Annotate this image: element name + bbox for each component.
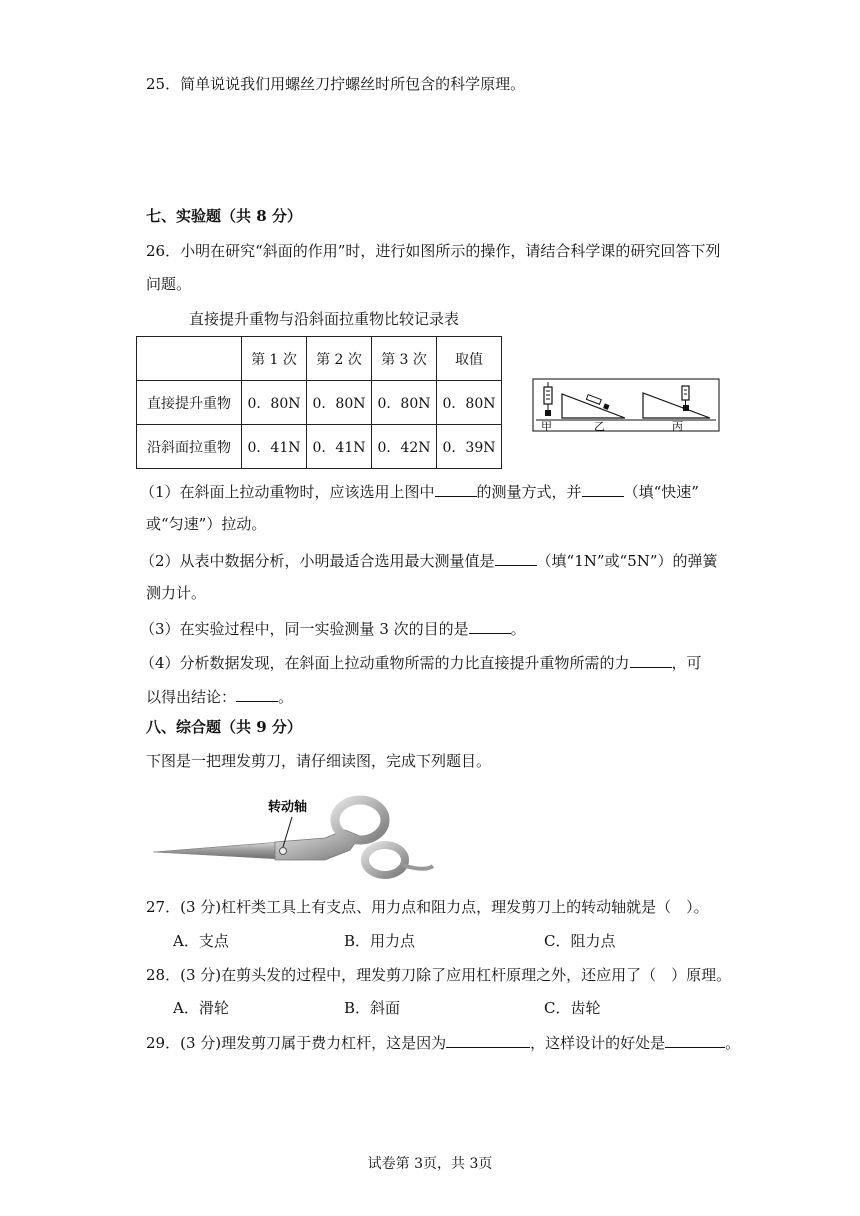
q28-option-c[interactable]: C．齿轮 — [544, 999, 601, 1017]
page-footer: 试卷第 3页，共 3页 — [367, 1156, 493, 1172]
answer-blank[interactable] — [236, 686, 278, 702]
incline-figure — [532, 378, 720, 432]
answer-blank[interactable] — [630, 652, 672, 668]
q28-option-b[interactable]: B．斜面 — [344, 999, 401, 1017]
table-cell: 0．80N — [242, 381, 307, 425]
sub2-text-b: （填“1N”或“5N”）的弹簧 — [536, 552, 718, 570]
incline-c — [643, 393, 710, 418]
sub4-line2-text-b: 。 — [278, 688, 294, 706]
question-29 — [146, 1032, 740, 1053]
sub2-text-a: （2）从表中数据分析，小明最适合选用最大测量值是 — [140, 552, 495, 570]
question-28: 28．(3 分)在剪头发的过程中，理发剪刀除了应用杠杆原理之外，还应用了（ ）原理。 — [146, 966, 732, 984]
label-c: 丙 — [672, 420, 683, 432]
table-header-row — [137, 337, 502, 381]
table-cell: 沿斜面拉重物 — [137, 425, 242, 469]
answer-blank[interactable] — [582, 481, 624, 497]
figure-frame — [533, 379, 719, 431]
table-cell: 第 2 次 — [307, 337, 372, 381]
sub-question-4-line2 — [146, 686, 293, 707]
table-cell: 0．80N — [307, 381, 372, 425]
q29-text-a: 29．(3 分)理发剪刀属于费力杠杆，这是因为 — [146, 1034, 447, 1052]
table-row — [137, 381, 502, 425]
sub3-text-b: 。 — [510, 620, 526, 638]
record-table — [136, 336, 502, 469]
pivot-label: 转动轴 — [268, 800, 308, 815]
sub4-text-a: （4）分析数据发现，在斜面上拉动重物所需的力比直接提升重物所需的力 — [140, 654, 630, 672]
question-26-line2: 问题。 — [146, 275, 192, 293]
pivot-axis — [280, 848, 287, 855]
answer-blank[interactable] — [495, 550, 537, 566]
section-8-intro: 下图是一把理发剪刀，请仔细读图，完成下列题目。 — [146, 752, 492, 770]
table-cell: 直接提升重物 — [137, 381, 242, 425]
table-cell: 第 3 次 — [372, 337, 437, 381]
answer-blank[interactable] — [446, 1032, 530, 1048]
q28-option-a[interactable]: A．滑轮 — [173, 999, 229, 1017]
table-cell: 0．42N — [372, 425, 437, 469]
direct-lift-setup — [544, 382, 552, 416]
sub1-text-a: （1）在斜面上拉动重物时，应该选用上图中 — [140, 483, 435, 501]
table-cell: 0．41N — [307, 425, 372, 469]
sub3-text-a: （3）在实验过程中，同一实验测量 3 次的目的是 — [140, 620, 469, 638]
q27-option-c[interactable]: C．阻力点 — [544, 932, 616, 950]
label-b: 乙 — [594, 420, 605, 432]
answer-blank[interactable] — [435, 481, 477, 497]
answer-blank[interactable] — [665, 1032, 725, 1048]
table-cell — [137, 337, 242, 381]
q27-option-b[interactable]: B．用力点 — [344, 932, 416, 950]
scissors-finger-rest — [402, 865, 433, 869]
scissors-lower-ring — [365, 845, 405, 875]
answer-blank[interactable] — [469, 618, 511, 634]
sub1-text-b: 的测量方式，并 — [476, 483, 582, 501]
sub-question-3 — [140, 618, 526, 639]
question-27: 27．(3 分)杠杆类工具上有支点、用力点和阻力点，理发剪刀上的转动轴就是（ ）。 — [146, 898, 709, 916]
q29-text-b: ，这样设计的好处是 — [530, 1034, 666, 1052]
table-caption: 直接提升重物与沿斜面拉重物比较记录表 — [189, 310, 460, 328]
q27-option-a[interactable]: A．支点 — [173, 932, 229, 950]
sub-question-1-line2: 或“匀速”）拉动。 — [146, 515, 267, 533]
table-cell: 取值 — [437, 337, 502, 381]
sub-question-4 — [140, 652, 702, 673]
q29-text-c: 。 — [725, 1034, 741, 1052]
table-cell: 0．80N — [437, 381, 502, 425]
label-a: 甲 — [541, 420, 552, 432]
sub1-text-c: （填“快速” — [623, 483, 699, 501]
section-7-title: 七、实验题（共 8 分） — [146, 207, 302, 225]
scissors-figure — [150, 790, 440, 880]
section-8-title: 八、综合题（共 9 分） — [146, 718, 302, 736]
sub-question-2-line2: 测力计。 — [146, 584, 207, 602]
scissors-upper-ring — [335, 800, 385, 840]
sub-question-1 — [140, 481, 699, 502]
table-cell: 0．80N — [372, 381, 437, 425]
table-cell: 0．39N — [437, 425, 502, 469]
sub4-line2-text-a: 以得出结论： — [146, 688, 237, 706]
question-26-line1: 26．小明在研究“斜面的作用”时，进行如图所示的操作，请结合科学课的研究回答下列 — [146, 242, 721, 260]
sub-question-2 — [140, 550, 718, 571]
incline-c-scale — [682, 386, 689, 411]
table-cell: 第 1 次 — [242, 337, 307, 381]
question-25: 25．简单说说我们用螺丝刀拧螺丝时所包含的科学原理。 — [146, 75, 526, 93]
table-row — [137, 425, 502, 469]
sub4-text-b: ，可 — [671, 654, 702, 672]
table-cell: 0．41N — [242, 425, 307, 469]
